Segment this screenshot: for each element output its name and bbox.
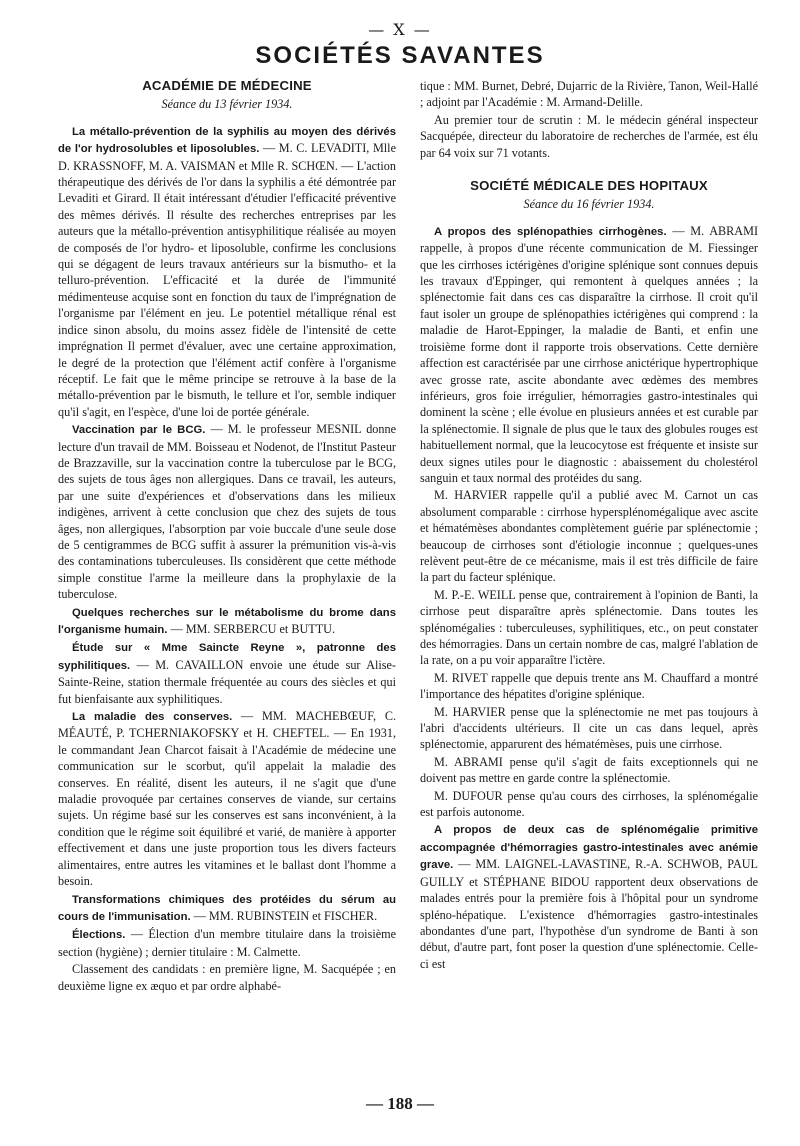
article-body: — M. ABRAMI rappelle, à propos d'une récente communication de M. Fiessinger que les cirrhoses ictérigènes d'origine splénique sont connues depuis les travaux d'Eppinger, qui remontent à quelques années ; la splénectomie fait dans ces cas disparaître la cirrhose. Il croit qu'il faut isoler un groupe de splénopathies ictérigènes qui comprend : la maladie de Harot-Eppinger, la maladie de Banti, et enfin une troisième forme dont il rapporte trois observations. Cette dernière affection est caractérisée par une cirrhose anictérique hypertrophique avec grosse rate, ascite abondante avec œdèmes des membres inférieurs, gros foie irrégulier, hémorragies gastro-intestinales qui dominent la scène ; elle évolue en plusieurs années et est curable par la splénectomie. Il signale de plus que le taux des globules rouges est habituellement normal, que la leucocytose est fréquente et insiste sur deux signes utiles pour le diagnostic : abaissement du cholestérol sanguin et taux normal des protéides du sang. [420,223,758,485]
paragraph-dufour: M. DUFOUR pense qu'au cours des cirrhoses, la splénomégalie est parfois autonome. [420,788,758,820]
article-metabolisme-brome [58,604,396,639]
section-title-academie: ACADÉMIE DE MÉDECINE [142,78,312,93]
article-heading: Transformations chimiques des protéides du sérum au cours de l'immunisation. [58,893,396,923]
paragraph-continuation: tique : MM. Burnet, Debré, Dujarric de la Rivière, Tanon, Weil-Hallé ; adjoint par l'Académie : M. Armand-Delille. [420,79,758,110]
article-heading: Quelques recherches sur le métabolisme du brome dans l'organisme humain. [58,606,396,636]
paragraph-rivet: M. RIVET rappelle que depuis trente ans M. Chauffard a montré l'importance des hépatites d'origine splénique. [420,670,758,702]
article-body: — M. CAVAILLON envoie une étude sur Alise-Sainte-Reine, station thermale fréquentée au cours des siècles et qui fut bienfaisante aux syphilitiques. [58,657,396,706]
paragraph-abrami: M. ABRAMI pense qu'il s'agit de faits exceptionnels qui ne doivent pas mettre en garde contre la splénectomie. [420,754,758,786]
article-splenomegalie-primitive [420,821,758,972]
paragraph-weill: M. P.-E. WEILL pense que, contrairement à l'opinion de Banti, la cirrhose peut disparaître après splénectomie. Dans toutes les splénomégalies : tuberculeuses, syphilitiques, etc., on peut constater des hémorragies. Dans un certain nombre de cas, malgré l'ablation de la rate, on a pu voir apparaître l'ictère. [420,587,758,668]
paragraph-harvier-1: M. HARVIER rappelle qu'il a publié avec M. Carnot un cas absolument comparable : cirrhose hypersplénomégalique avec ascite et hématémèses abondantes complètement guérie par splénectomie ; beaucoup de cirrhoses sont d'étiologie inconnue ; quelques-unes relèvent peut-être de ce mécanisme, mais il est très difficile de faire la part du facteur splénique. [420,488,758,585]
article-heading: La métallo-prévention de la syphilis au moyen des dérivés de l'or hydrosolubles et liposolubles. [58,125,396,156]
article-heading: Élections. [72,929,126,942]
article-heading: La maladie des conserves. [72,711,233,724]
article-heading: Vaccination par le BCG. [72,424,206,437]
article-heading: A propos de deux cas de splénomégalie primitive accompagnée d'hémorragies gastro-intestinales avec anémie grave. [420,824,758,872]
section-gap [420,162,758,178]
paragraph-scrutin: Au premier tour de scrutin : M. le médecin général inspecteur Sacquépée, directeur du laboratoire de recherches de l'armée, est élu par 64 voix sur 71 votants. [420,112,758,160]
left-column [58,78,396,995]
article-saincte-reyne [58,639,396,707]
article-body: — MM. RUBINSTEIN et FISCHER. [190,908,378,923]
right-column [420,78,758,973]
paragraph-harvier-2: M. HARVIER pense que la splénectomie ne met pas toujours à l'abri d'accidents ultérieurs. Il cite un cas dans lequel, après splénectomie, apparurent des hématémèses, puis une cirrhose. [420,704,758,752]
section-date-societe-medicale: Séance du 16 février 1934. [523,197,655,212]
section-date-academie: Séance du 13 février 1934. [161,97,293,112]
article-proteides-serum [58,891,396,926]
article-body: — MM. MACHEBŒUF, C. MÉAUTÉ, P. TCHERNIAKOFSKY et H. CHEFTEL. — En 1931, le commandant Jean Charcot faisait à l'Académie de médecine une communication sur le scorbut, qu'il appelait la maladie des conserves. En réalité, disent les auteurs, il ne s'agit que d'une maladie provoquée par certaines conserves de viande, sur certains sujets. Un régime basé sur les conserves est sans inconvénient, à la condition que le régime soit équilibré et varié, de manière à apporter effectivement et dans une juste proportion tous les divers facteurs alimentaires, entre autres les vitamines et le ballast dont l'homme a besoin. [58,709,396,889]
article-body: — M. C. LEVADITI, Mlle D. KRASSNOFF, M. A. VAISMAN et Mlle R. SCHŒN. — L'action thérapeutique des dérivés de l'or dans la syphilis a été démontrée par Levaditi et Girard. Il était intéressant d'étudier l'efficacité préventive des mêmes dérivés. Il résulte des recherches entreprises par les auteurs que la métallo-prévention antisyphilitique réalisée au moyen de composés de l'or hydro- et liposoluble, confirme les conclusions qui se dégagent de leurs travaux antérieurs sur la bismutho- et la telluro-prévention. L'efficacité et la durée de l'immunité médimenteuse acquise sont en fonction du taux de l'imprégnation de l'organisme par l'élément en jeu. Le potentiel métallique rénal est indice sinon absolu, du moins assez fidèle de l'intensité de cette imprégnation Il permet d'évaluer, avec une certaine approximation, le degré de la protection que l'élément actif confère à l'organisme réceptif. Le fait que le même principe se retrouve à la base de la métallo-prévention par le bismuth, le tellure et l'or, semble indiquer qu'il s'agit, en l'espèce, d'une loi de portée générale. [58,141,396,419]
article-metallo-prevention [58,123,396,420]
paragraph-classement: Classement des candidats : en première ligne, M. Sacquépée ; en deuxième ligne ex æquo et par ordre alphabé- [58,962,396,993]
article-vaccination-bcg [58,421,396,602]
article-body: — Élection d'un membre titulaire dans la troisième section (hygiène) ; dernier titulaire : M. Calmette. [58,927,396,959]
article-heading: Étude sur « Mme Saincte Reyne », patronne des syphilitiques. [58,642,396,672]
article-splenopathies [420,223,758,487]
article-body: — M. le professeur MESNIL donne lecture d'un travail de MM. Boisseau et Nodenot, de l'Institut Pasteur de Brazzaville, sur la vaccination contre la tuberculose par le BCG, des sujets de tous âges non allergiques. Dans ce travail, les auteurs, par une suite d'expériences et d'observations dans les milieux indigènes, arrivent à cette conclusion que chez des sujets de tous âges, non allergiques, l'absorption par voie buccale d'une seule dose de 5 centigrammes de BCG suffit à assurer la prémunition vis-à-vis des contaminations tuberculeuses. Ils considèrent que cette méthode simple constitue l'arme la meilleure dans la prophylaxie de la tuberculose. [58,422,397,602]
article-heading: A propos des splénopathies cirrhogènes. [434,225,667,238]
article-maladie-conserves [58,708,396,889]
article-body: — MM. LAIGNEL-LAVASTINE, R.-A. SCHWOB, PAUL GUILLY et STÉPHANE BIDOU rapportent deux observations de malades entrés pour la première fois à l'hôpital pour un syndrome spléno-hépatique. L'existence d'hémorragies gastro-intestinales abondantes d'une part, l'hypothèse d'un syndrome de Banti à son début, d'autre part, font poser la question d'une splénectomie. Celle-ci est [420,857,758,971]
page-number: — 188 — [366,1094,434,1113]
article-body: — MM. SERBERCU et BUTTU. [167,622,335,636]
section-title-societe-medicale: SOCIÉTÉ MÉDICALE DES HOPITAUX [470,178,708,194]
page-title: SOCIÉTÉS SAVANTES [255,42,545,69]
roman-page-marker: — X — [368,20,432,39]
article-elections [58,926,396,960]
